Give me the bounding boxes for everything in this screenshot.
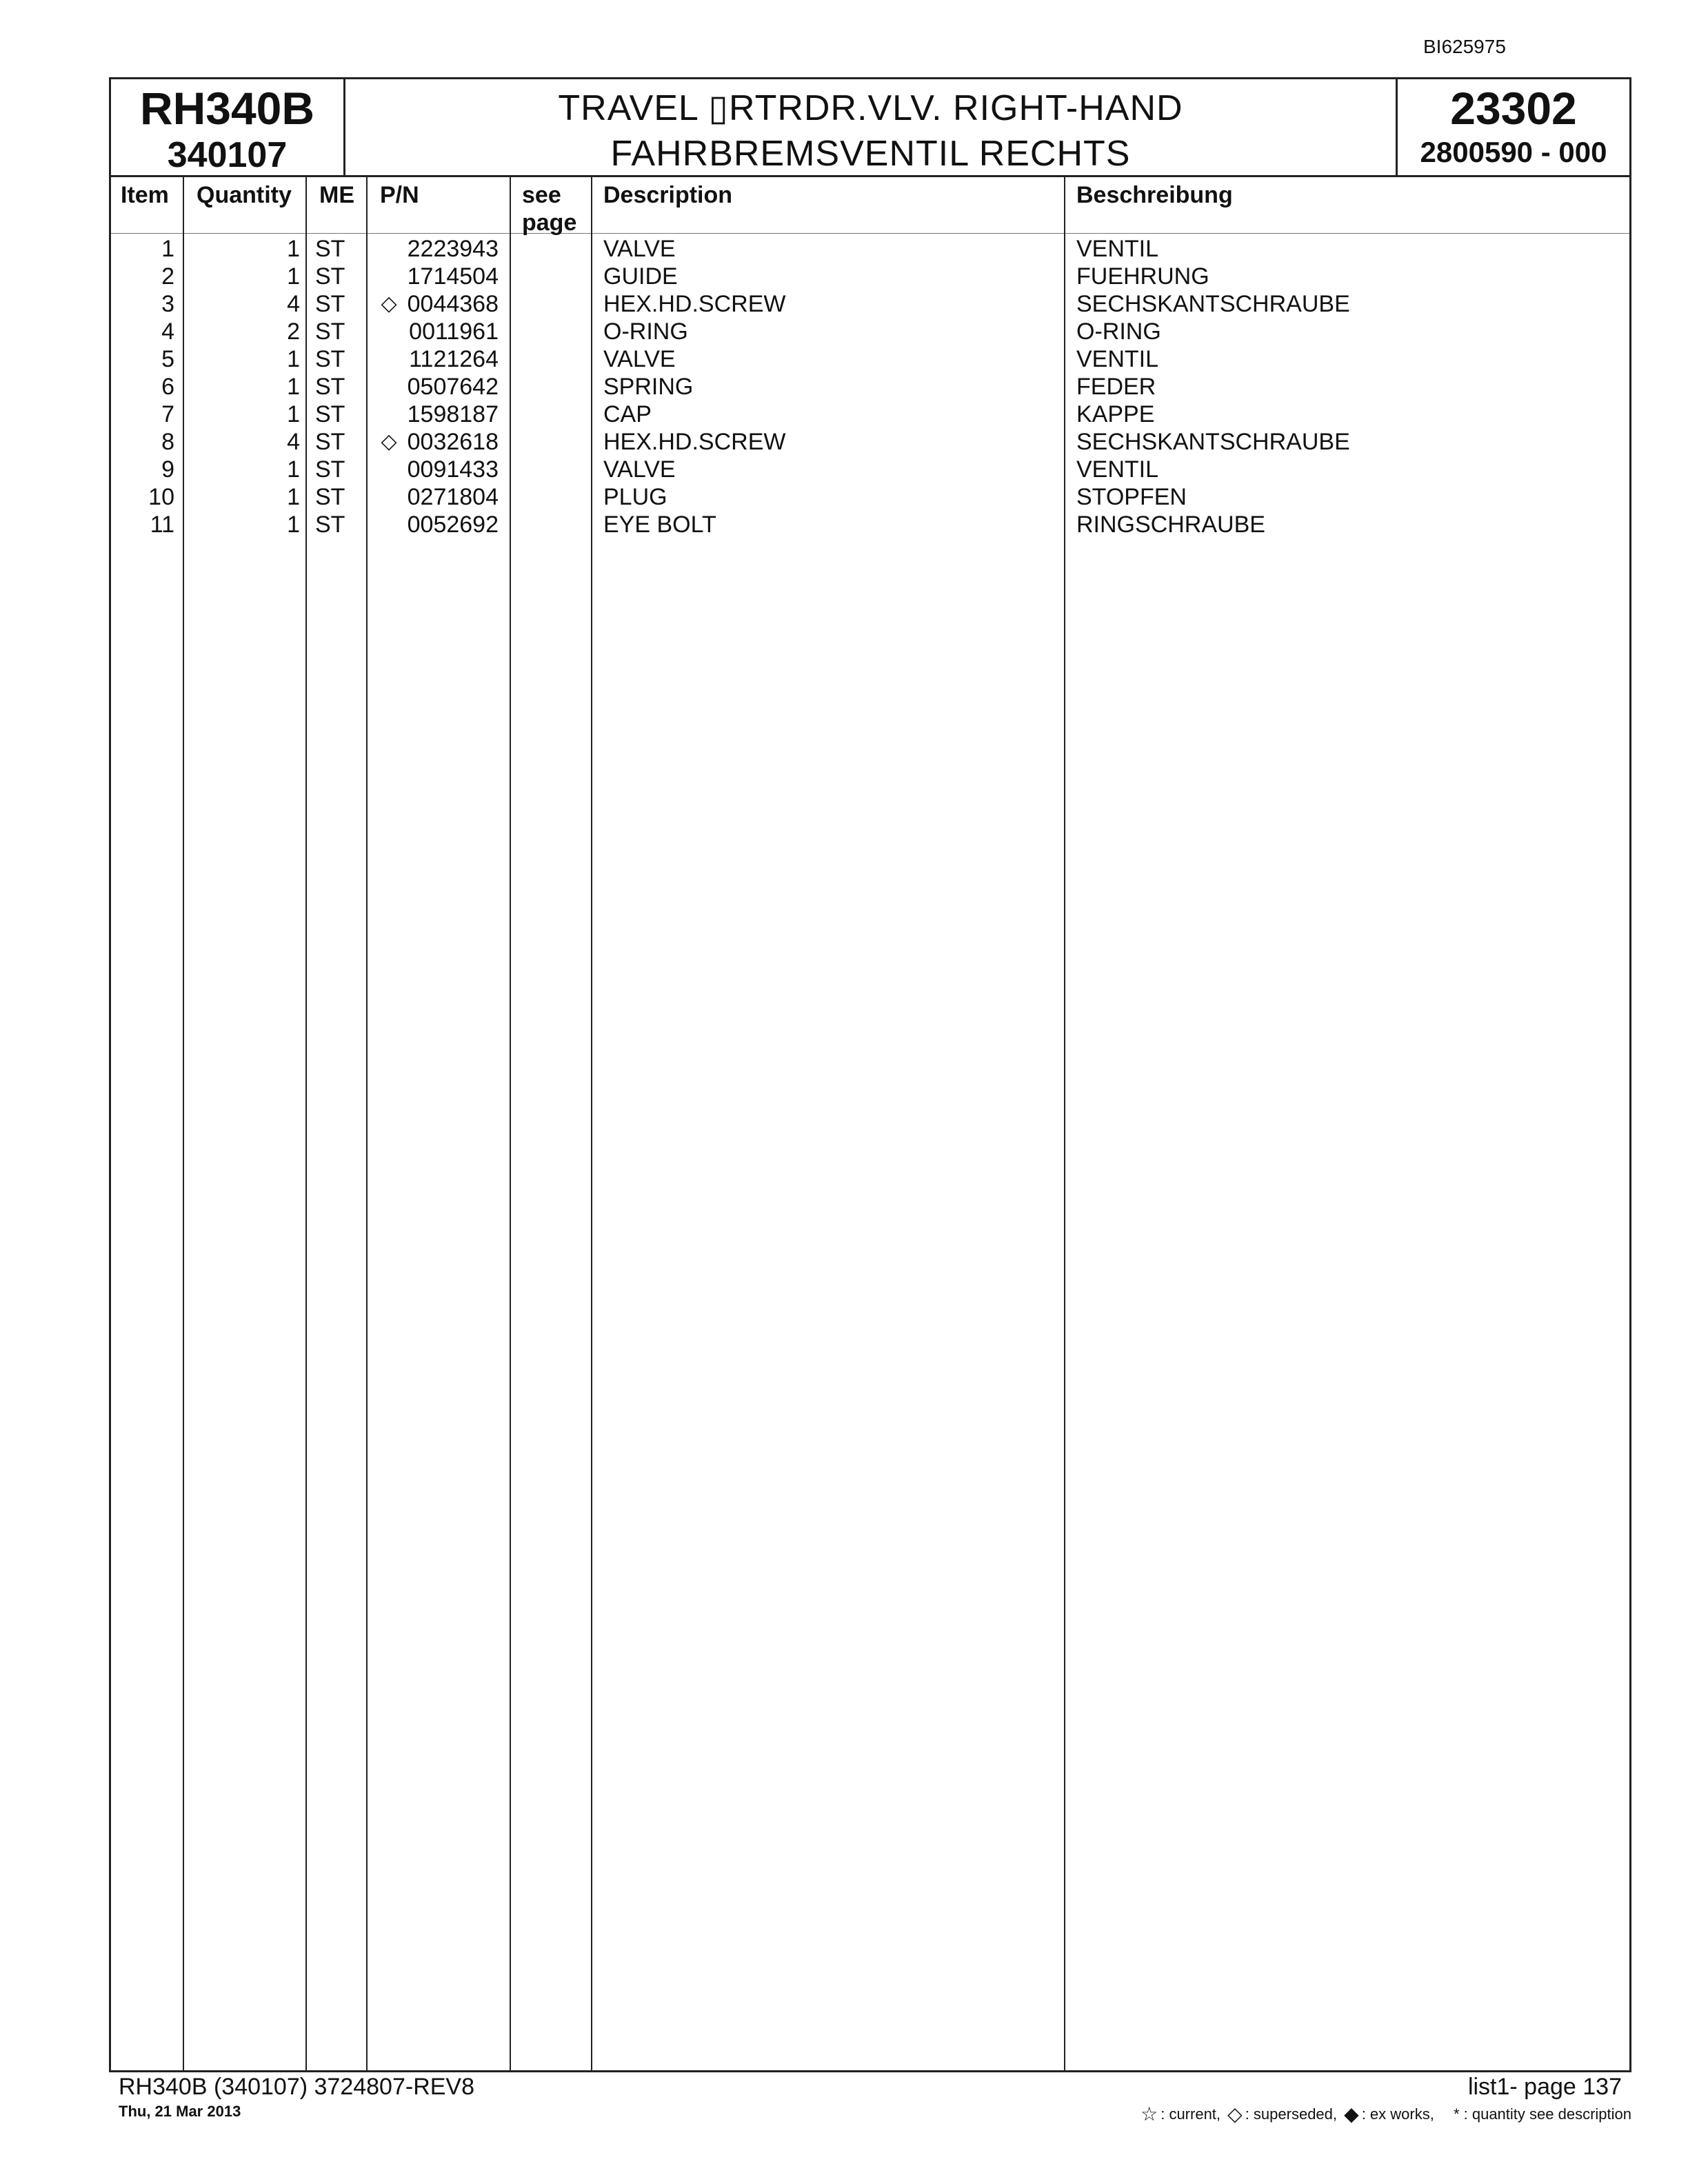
superseded-icon: ◇ — [381, 430, 397, 453]
quantity: 1 — [287, 512, 300, 538]
column-item: Item — [121, 182, 169, 208]
footer-document-reference: RH340B (340107) 3724807-REV8 — [119, 2074, 475, 2100]
column-pn: P/N — [380, 182, 419, 208]
group-block — [1398, 79, 1629, 175]
legend-quantity-note: * : quantity see description — [1453, 2105, 1631, 2123]
quantity: 4 — [287, 291, 300, 317]
item-number: 7 — [161, 401, 174, 427]
table-row — [111, 318, 1629, 345]
beschreibung: FUEHRUNG — [1076, 263, 1209, 290]
quantity: 2 — [287, 318, 300, 345]
table-row — [111, 456, 1629, 483]
unit: ST — [315, 401, 345, 427]
quantity: 1 — [287, 484, 300, 510]
part-number: 1598187 — [407, 401, 499, 427]
column-see-page — [522, 181, 576, 236]
unit: ST — [315, 318, 345, 345]
table-row — [111, 511, 1629, 538]
item-number: 1 — [161, 236, 174, 262]
beschreibung: FEDER — [1076, 374, 1156, 400]
description: PLUG — [603, 484, 667, 510]
part-number: 0011961 — [409, 318, 499, 345]
part-number: 1121264 — [409, 346, 499, 372]
beschreibung: VENTIL — [1076, 236, 1159, 262]
document-id: BI625975 — [1423, 36, 1506, 57]
diamond-filled-icon: ◆ — [1344, 2103, 1359, 2125]
part-number: 0032618 — [407, 429, 499, 455]
item-number: 4 — [161, 318, 174, 345]
superseded-icon: ◇ — [381, 292, 397, 315]
quantity: 1 — [287, 456, 300, 483]
part-number: 0044368 — [407, 291, 499, 317]
column-see-page-line1: see — [522, 182, 561, 208]
part-number: 1714504 — [407, 263, 499, 290]
column-quantity: Quantity — [197, 182, 292, 208]
footer-page-number: list1- page 137 — [1467, 2074, 1622, 2100]
unit: ST — [315, 374, 345, 400]
title-german: FAHRBREMSVENTIL RECHTS — [610, 134, 1131, 174]
table-row — [111, 373, 1629, 401]
unit: ST — [315, 236, 345, 262]
description: VALVE — [603, 456, 676, 483]
title-block — [345, 79, 1398, 175]
item-number: 8 — [161, 429, 174, 455]
column-beschreibung: Beschreibung — [1076, 182, 1233, 208]
item-number: 2 — [161, 263, 174, 290]
legend-current: : current, — [1160, 2105, 1221, 2123]
item-number: 10 — [148, 484, 174, 510]
part-number: 2223943 — [407, 236, 499, 262]
unit: ST — [315, 456, 345, 483]
column-me: ME — [319, 182, 354, 208]
symbol-legend — [1138, 2103, 1631, 2125]
description: O-RING — [603, 318, 688, 345]
part-number: 0507642 — [407, 374, 499, 400]
description: HEX.HD.SCREW — [603, 291, 786, 317]
column-header-row — [111, 177, 1629, 234]
beschreibung: O-RING — [1076, 318, 1161, 345]
title-english: TRAVEL ▯RTRDR.VLV. RIGHT-HAND — [558, 88, 1183, 128]
column-see-page-line2: page — [522, 210, 577, 236]
quantity: 1 — [287, 374, 300, 400]
machine-block — [111, 79, 345, 175]
item-number: 3 — [161, 291, 174, 317]
quantity: 1 — [287, 401, 300, 427]
table-row — [111, 483, 1629, 511]
legend-ex-works: : ex works, — [1361, 2105, 1434, 2123]
unit: ST — [315, 429, 345, 455]
quantity: 1 — [287, 346, 300, 372]
part-number: 0271804 — [407, 484, 499, 510]
beschreibung: KAPPE — [1076, 401, 1155, 427]
quantity: 1 — [287, 236, 300, 262]
description: VALVE — [603, 236, 676, 262]
beschreibung: SECHSKANTSCHRAUBE — [1076, 429, 1350, 455]
diamond-outline-icon: ◇ — [1227, 2103, 1243, 2125]
item-number: 5 — [161, 346, 174, 372]
description: HEX.HD.SCREW — [603, 429, 786, 455]
star-outline-icon: ☆ — [1141, 2103, 1158, 2125]
quantity: 4 — [287, 429, 300, 455]
beschreibung: VENTIL — [1076, 346, 1159, 372]
unit: ST — [315, 484, 345, 510]
beschreibung: SECHSKANTSCHRAUBE — [1076, 291, 1350, 317]
description: GUIDE — [603, 263, 678, 290]
beschreibung: RINGSCHRAUBE — [1076, 512, 1265, 538]
description: EYE BOLT — [603, 512, 716, 538]
item-number: 9 — [161, 456, 174, 483]
part-number: 0091433 — [407, 456, 499, 483]
table-row — [111, 345, 1629, 373]
table-row — [111, 263, 1629, 290]
table-row — [111, 235, 1629, 263]
parts-table-body — [111, 235, 1629, 538]
machine-model: RH340B — [139, 83, 315, 134]
description: CAP — [603, 401, 652, 427]
machine-serial: 340107 — [167, 135, 288, 175]
beschreibung: STOPFEN — [1076, 484, 1187, 510]
part-number: 0052692 — [407, 512, 499, 538]
parts-list-sheet — [109, 77, 1631, 2072]
group-number: 23302 — [1450, 83, 1577, 134]
beschreibung: VENTIL — [1076, 456, 1159, 483]
description: VALVE — [603, 346, 676, 372]
unit: ST — [315, 263, 345, 290]
item-number: 11 — [150, 512, 174, 538]
description: SPRING — [603, 374, 694, 400]
unit: ST — [315, 291, 345, 317]
footer-date: Thu, 21 Mar 2013 — [119, 2103, 241, 2120]
table-row — [111, 428, 1629, 456]
legend-superseded: : superseded, — [1245, 2105, 1338, 2123]
quantity: 1 — [287, 263, 300, 290]
sheet-header — [111, 79, 1629, 177]
column-description: Description — [603, 182, 733, 208]
assembly-number: 2800590 - 000 — [1420, 136, 1607, 168]
table-row — [111, 401, 1629, 428]
unit: ST — [315, 512, 345, 538]
unit: ST — [315, 346, 345, 372]
table-row — [111, 290, 1629, 318]
item-number: 6 — [161, 374, 174, 400]
